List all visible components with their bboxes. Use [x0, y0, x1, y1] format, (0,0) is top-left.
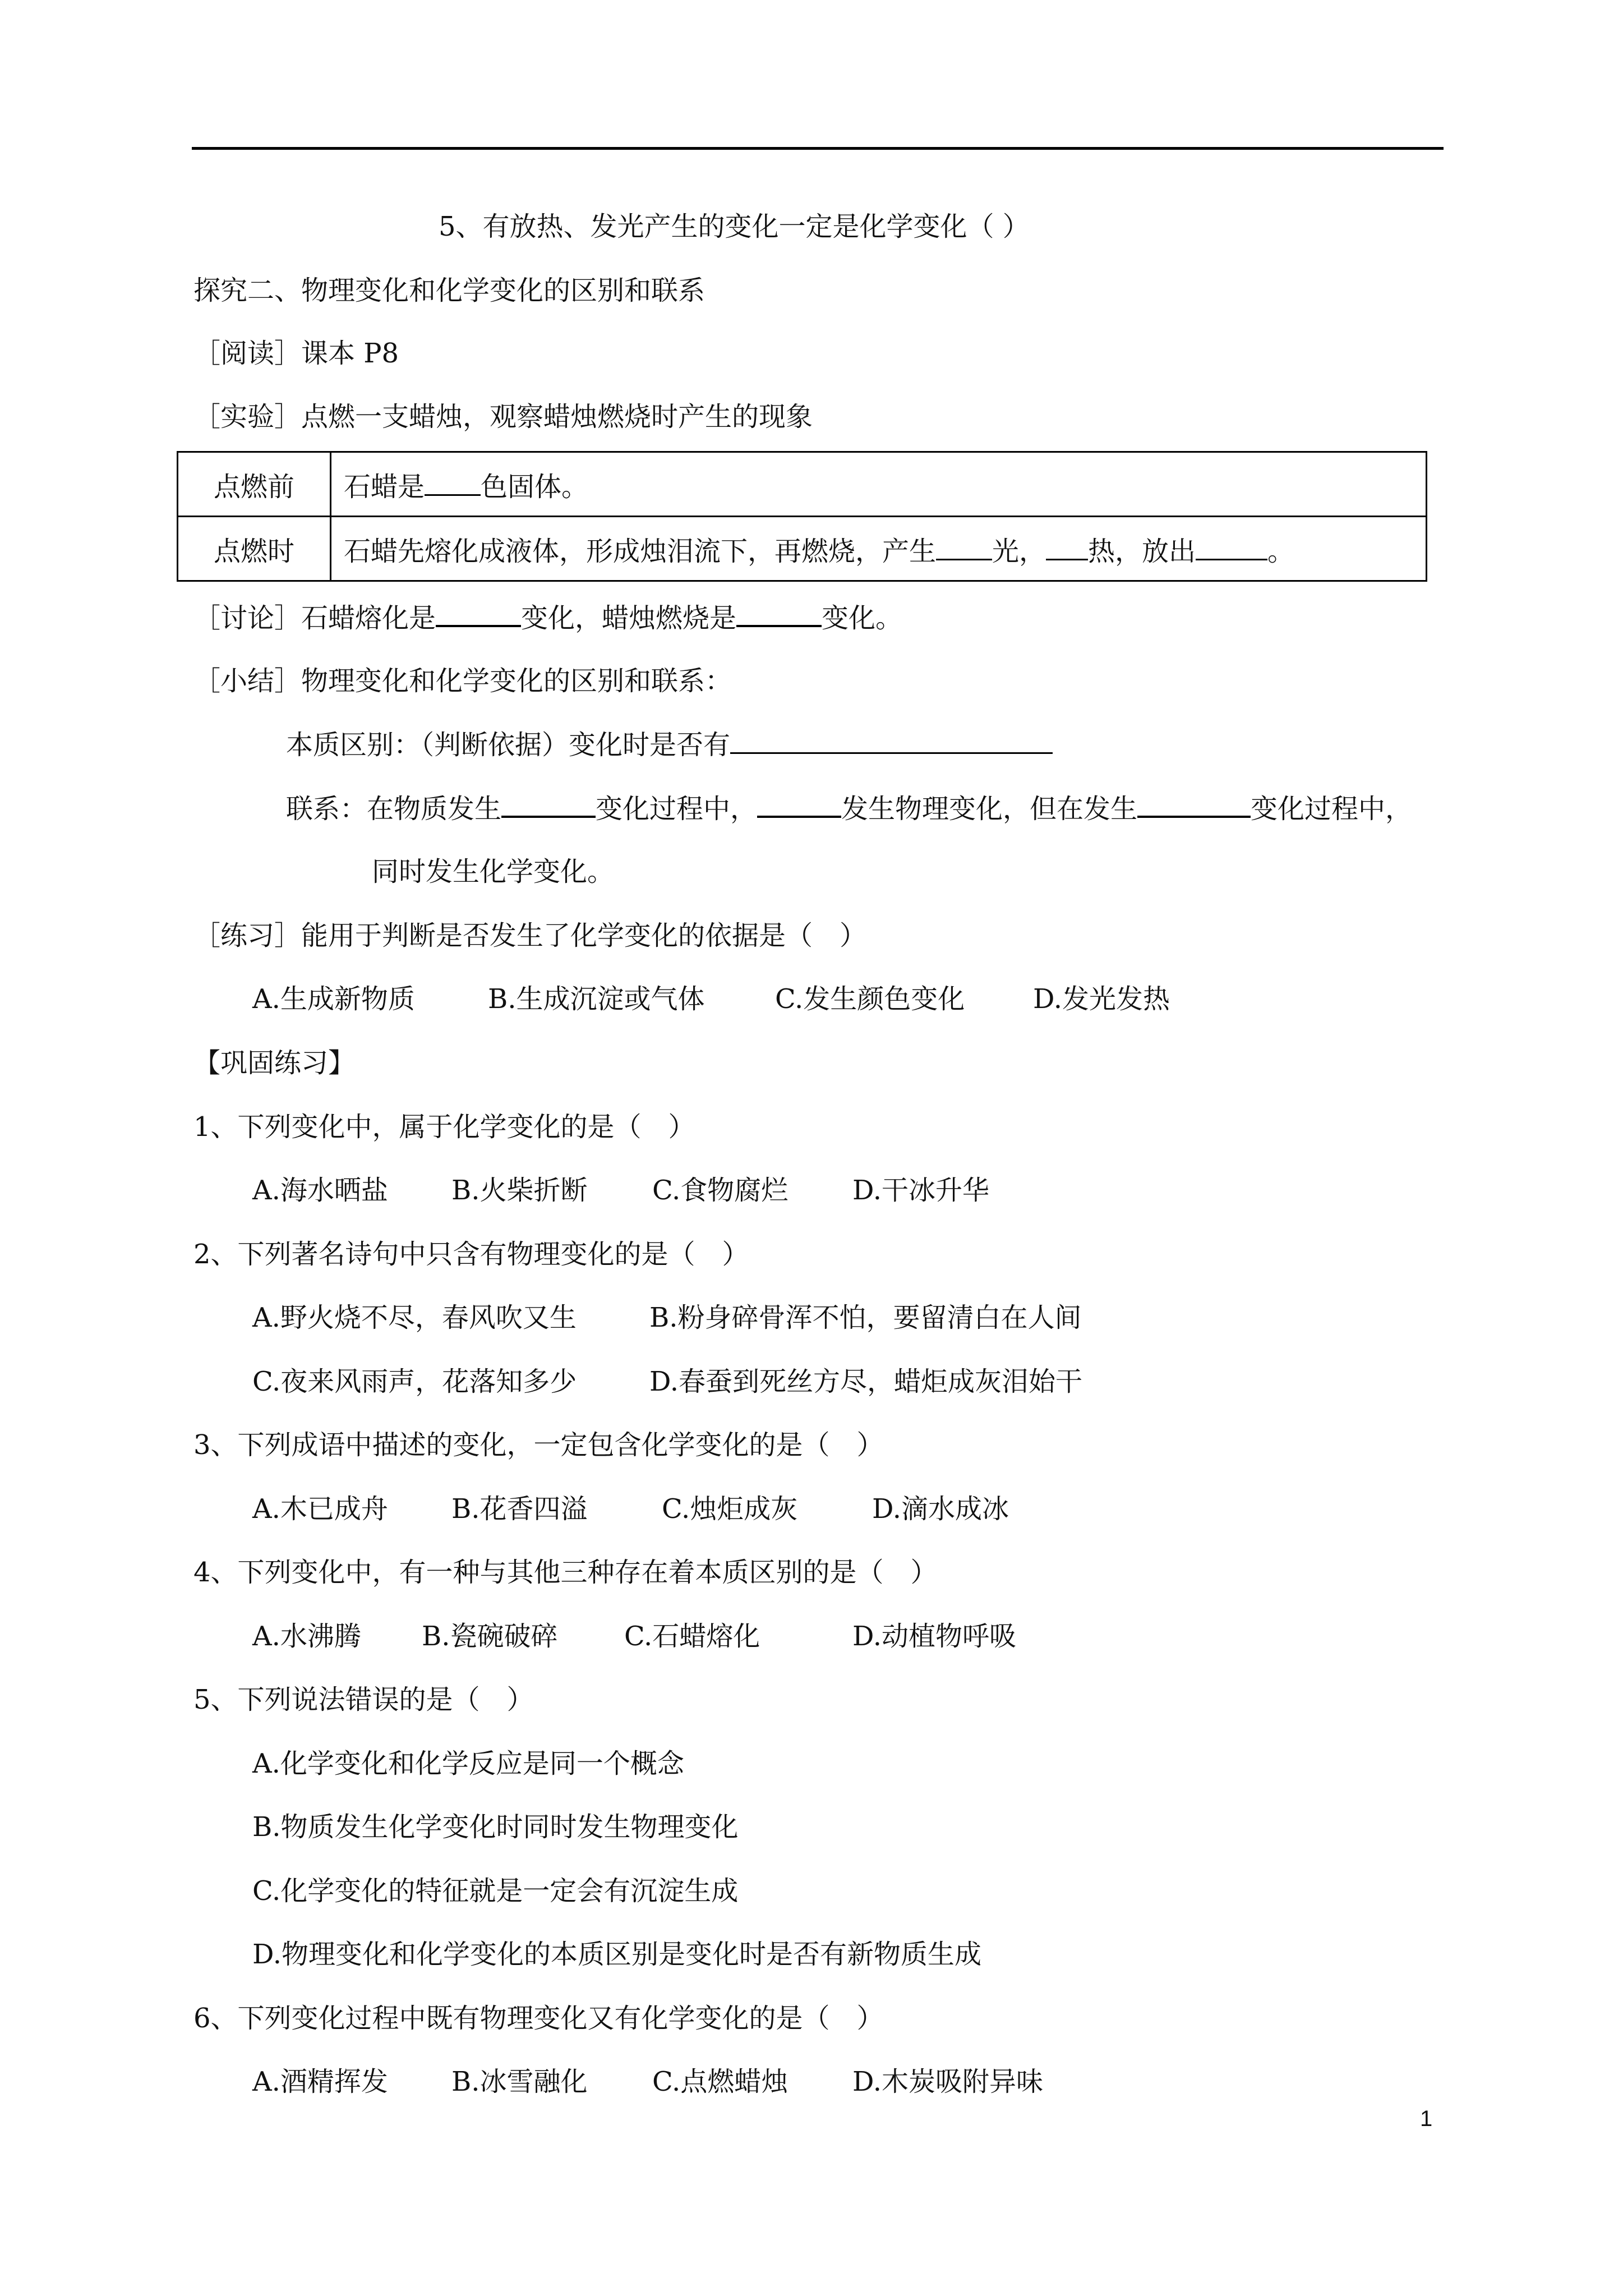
- discuss-line: [193, 600, 902, 635]
- discuss-text: ［讨论］石蜡熔化是: [193, 602, 436, 634]
- relation-text: 联系：在物质发生: [286, 793, 502, 825]
- q5-option-d: D.物理变化和化学变化的本质区别是变化时是否有新物质生成: [252, 1939, 982, 1970]
- question-4: 4、下列变化中，有一种与其他三种存在着本质区别的是（ ）: [193, 1557, 938, 1588]
- q4-option-b: B.瓷碗破碎: [422, 1621, 558, 1652]
- inquiry-title: 探究二、物理变化和化学变化的区别和联系: [193, 275, 706, 306]
- summary-title: ［小结］物理变化和化学变化的区别和联系：: [193, 665, 732, 697]
- blank: [757, 791, 841, 818]
- table-row: [178, 452, 1427, 517]
- relation-line-2: 同时发生化学变化。: [372, 856, 615, 887]
- header-rule: [192, 147, 1444, 150]
- q6-option-b: B.冰雪融化: [451, 2066, 588, 2097]
- blank: [436, 600, 521, 627]
- q6-option-a: A.酒精挥发: [252, 2066, 388, 2097]
- row-text: 。: [1267, 535, 1295, 567]
- q1-option-a: A.海水晒盐: [252, 1175, 388, 1206]
- practice-option-b: B.生成沉淀或气体: [488, 983, 705, 1015]
- practice-question: ［练习］能用于判断是否发生了化学变化的依据是（ ）: [193, 920, 867, 951]
- q4-option-c: C.石蜡熔化: [624, 1621, 760, 1652]
- table-row: [178, 517, 1427, 581]
- row-text-before: [331, 452, 1427, 517]
- q1-option-b: B.火柴折断: [451, 1175, 588, 1206]
- discuss-text: 变化。: [822, 602, 903, 634]
- relation-text: 变化过程中，: [596, 793, 758, 825]
- row-text: 色固体。: [481, 471, 589, 503]
- question-5: 5、下列说法错误的是（ ）: [193, 1684, 534, 1715]
- experiment-line: ［实验］点燃一支蜡烛，观察蜡烛燃烧时产生的现象: [193, 401, 813, 432]
- row-text: 石蜡先熔化成液体，形成烛泪流下，再燃烧，产生: [344, 535, 937, 567]
- blank: [730, 728, 1053, 754]
- blank: [425, 470, 481, 496]
- discuss-text: 变化，蜡烛燃烧是: [521, 602, 737, 634]
- blank: [1046, 534, 1088, 560]
- practice-option-d: D.发光发热: [1033, 983, 1170, 1015]
- blank: [501, 791, 596, 818]
- q1-option-c: C.食物腐烂: [652, 1175, 789, 1206]
- q4-option-d: D.动植物呼吸: [852, 1621, 1017, 1652]
- q2-option-c: C.夜来风雨声，花落知多少: [252, 1366, 577, 1397]
- question-2: 2、下列著名诗句中只含有物理变化的是（ ）: [193, 1239, 749, 1270]
- q5-option-b: B.物质发生化学变化时同时发生物理变化: [252, 1811, 739, 1843]
- top-item: 5、有放热、发光产生的变化一定是化学变化（ ）: [439, 211, 1030, 242]
- blank: [1196, 534, 1267, 560]
- essence-text: 本质区别：（判断依据）变化时是否有: [286, 729, 731, 761]
- relation-text: 发生物理变化，但在发生: [841, 793, 1138, 825]
- relation-text: 变化过程中，: [1251, 793, 1413, 825]
- page-number: 1: [1420, 2106, 1433, 2131]
- blank: [1137, 791, 1251, 818]
- q2-option-d: D.春蚕到死丝方尽，蜡炬成灰泪始干: [649, 1366, 1083, 1397]
- question-3: 3、下列成语中描述的变化，一定包含化学变化的是（ ）: [193, 1429, 884, 1461]
- q3-option-a: A.木已成舟: [252, 1493, 388, 1525]
- read-line: ［阅读］课本 P8: [193, 338, 399, 369]
- observation-table: [177, 451, 1427, 582]
- q6-option-c: C.点燃蜡烛: [652, 2066, 789, 2097]
- q3-option-c: C.烛炬成灰: [662, 1493, 798, 1525]
- row-text-during: [331, 517, 1427, 581]
- q5-option-a: A.化学变化和化学反应是同一个概念: [252, 1748, 684, 1779]
- row-text: 热，放出: [1088, 535, 1196, 567]
- practice-option-c: C.发生颜色变化: [775, 983, 965, 1015]
- q2-option-b: B.粉身碎骨浑不怕，要留清白在人间: [649, 1302, 1082, 1333]
- q6-option-d: D.木炭吸附异味: [852, 2066, 1044, 2097]
- q2-option-a: A.野火烧不尽，春风吹又生: [252, 1302, 577, 1333]
- row-label-before: 点燃前: [178, 452, 331, 517]
- blank: [736, 600, 822, 627]
- essence-line: [286, 728, 1053, 762]
- q5-option-c: C.化学变化的特征就是一定会有沉淀生成: [252, 1875, 739, 1907]
- consolidation-title: 【巩固练习】: [193, 1047, 356, 1079]
- question-1: 1、下列变化中，属于化学变化的是（ ）: [193, 1111, 695, 1143]
- q4-option-a: A.水沸腾: [252, 1621, 361, 1652]
- row-text: 光，: [992, 535, 1046, 567]
- q1-option-d: D.干冰升华: [852, 1175, 990, 1206]
- blank: [936, 534, 992, 560]
- q3-option-d: D.滴水成冰: [872, 1493, 1009, 1525]
- practice-option-a: A.生成新物质: [252, 983, 415, 1015]
- row-label-during: 点燃时: [178, 517, 331, 581]
- relation-line: [286, 791, 1412, 826]
- question-6: 6、下列变化过程中既有物理变化又有化学变化的是（ ）: [193, 2003, 884, 2034]
- row-text: 石蜡是: [344, 471, 425, 503]
- q3-option-b: B.花香四溢: [451, 1493, 588, 1525]
